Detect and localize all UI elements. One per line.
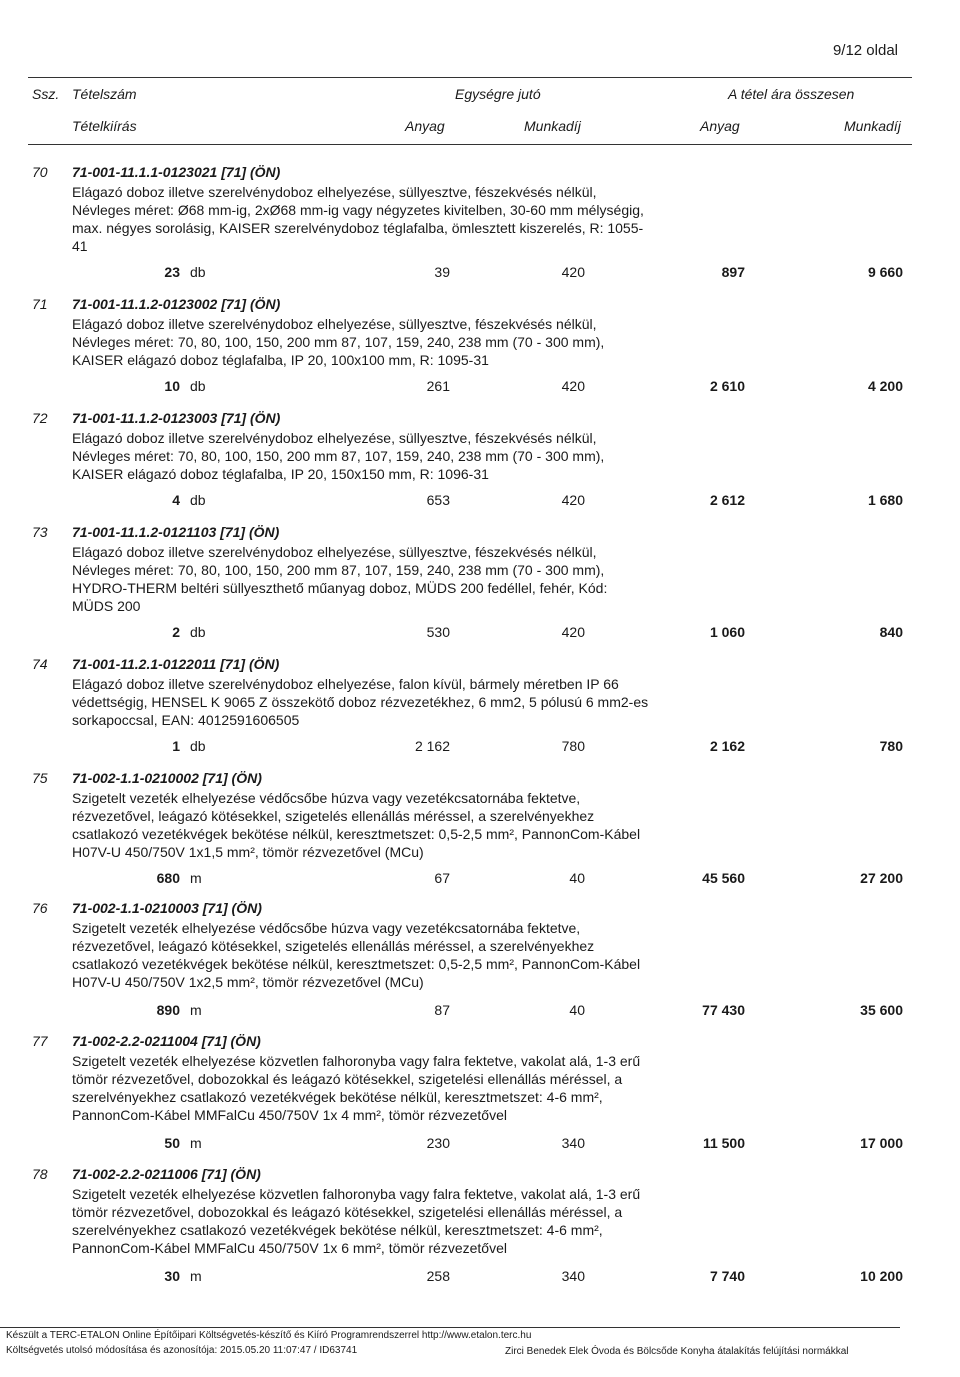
item-unit-labor: 40 [569,870,585,886]
item-description: Elágazó doboz illetve szerelvénydoboz elhelyezése, süllyesztve, fészekvésés nélkül, Névleges méret: 70, 80, 100, 150, 200 mm 87, 107, 159, 240, 238 mm (70 - 300 mm), KAISER elágazó doboz téglafalba, IP 20, 150x150 mm, R: 1096-31 [72,430,605,482]
item-quantity: 680 [156,870,180,886]
item-code: 71-001-11.1.1-0123021 [71] (ÖN) [72,164,281,180]
item-unit: db [190,492,206,508]
header-anyag-unit: Anyag [405,118,445,134]
item-total-material: 2 162 [709,738,745,754]
item-total-material: 11 500 [702,1135,745,1151]
item-unit: m [190,1002,202,1018]
header-munkadij-unit: Munkadíj [524,118,581,134]
item-total-labor: 840 [879,624,903,640]
item-number: 70 [32,164,48,180]
item-description: Szigetelt vezeték elhelyezése védőcsőbe húzva vagy vezetékcsatornába fektetve, rézvezetővel, leágazó kötésekkel, szigetelés ellenállás méréssel, a szerelvényekhez csatlakozó vezetékvégek bekötése nélkül, keresztmetszet: 0,5-2,5 mm², PannonCom-Kábel H07V-U 450/750V 1x1,5 mm², tömör rézvezetővel (MCu) [72,790,641,860]
header-bottom-rule [28,144,912,145]
item-description: Elágazó doboz illetve szerelvénydoboz elhelyezése, süllyesztve, fészekvésés nélkül, Névleges méret: 70, 80, 100, 150, 200 mm 87, 107, 159, 240, 238 mm (70 - 300 mm), KAISER elágazó doboz téglafalba, IP 20, 100x100 mm, R: 1095-31 [72,316,605,368]
item-total-material: 45 560 [702,870,745,886]
footer-rule [0,1327,900,1328]
item-number: 73 [32,524,48,540]
item-total-labor: 4 200 [867,378,903,394]
item-total-material: 1 060 [709,624,745,640]
item-total-labor: 1 680 [867,492,903,508]
item-unit-labor: 40 [569,1002,585,1018]
item-unit-material: 653 [426,492,450,508]
item-unit-material: 258 [426,1268,450,1284]
item-description: Szigetelt vezeték elhelyezése védőcsőbe húzva vagy vezetékcsatornába fektetve, rézvezetővel, leágazó kötésekkel, szigetelés ellenállás méréssel, a szerelvényekhez csatlakozó vezetékvégek bekötése nélkül, keresztmetszet: 0,5-2,5 mm², PannonCom-Kábel H07V-U 450/750V 1x2,5 mm², tömör rézvezetővel (MCu) [72,920,641,990]
item-total-labor: 17 000 [860,1135,903,1151]
item-number: 72 [32,410,48,426]
item-code: 71-001-11.1.2-0121103 [71] (ÖN) [72,524,280,540]
item-unit: db [190,738,206,754]
item-number: 71 [32,296,48,312]
header-tetelkiiras: Tételkiírás [72,118,137,134]
item-unit: db [190,264,206,280]
item-unit-material: 530 [426,624,450,640]
item-quantity: 10 [164,378,180,394]
header-tetel-ara: A tétel ára összesen [728,86,855,102]
item-total-labor: 10 200 [860,1268,903,1284]
footer-project: Zirci Benedek Elek Óvoda és Bölcsőde Konyha átalakítás felújítási normákkal [505,1346,849,1357]
item-unit-material: 261 [426,378,450,394]
item-unit: db [190,624,206,640]
item-total-labor: 780 [879,738,903,754]
item-unit-labor: 340 [561,1268,585,1284]
item-unit: m [190,870,202,886]
footer-generator: Készült a TERC-ETALON Online Építőipari Költségvetés-készítő és Kiíró Programrendszerrel http://www.etalon.terc.hu [6,1330,532,1341]
item-description: Elágazó doboz illetve szerelvénydoboz elhelyezése, süllyesztve, fészekvésés nélkül, Névleges méret: 70, 80, 100, 150, 200 mm 87, 107, 159, 240, 238 mm (70 - 300 mm), HYDRO-THERM beltéri süllyeszthető műanyag doboz, MÜDS 200 fedéllel, fehér, Kód: MÜDS 200 [72,544,608,614]
item-total-material: 897 [721,264,745,280]
item-description: Elágazó doboz illetve szerelvénydoboz elhelyezése, süllyesztve, fészekvésés nélkül, Névleges méret: Ø68 mm-ig, 2xØ68 mm-ig vagy négyzetes kivitelben, 30-60 mm mélységig, max. négyes sorolásig, KAISER szerelvénydoboz téglafalba, ömlesztett kiszerelés, R: 1055-41 [72,184,644,254]
item-description: Elágazó doboz illetve szerelvénydoboz elhelyezése, falon kívül, bármely méretben IP 66 védettségig, HENSEL K 9065 Z összekötő doboz rézvezetékhez, 6 mm2, 5 pólusú 6 mm2-es sorkapoccsal, EAN: 4012591606505 [72,676,649,728]
item-unit: m [190,1135,202,1151]
item-number: 78 [32,1166,48,1182]
item-quantity: 23 [164,264,180,280]
item-total-labor: 35 600 [860,1002,903,1018]
item-unit-labor: 780 [561,738,585,754]
item-unit-material: 67 [434,870,450,886]
item-total-material: 2 612 [709,492,745,508]
header-egysegre-juto: Egységre jutó [455,86,541,102]
item-quantity: 2 [172,624,180,640]
item-code: 71-001-11.2.1-0122011 [71] (ÖN) [72,656,280,672]
item-quantity: 30 [164,1268,180,1284]
item-unit: m [190,1268,202,1284]
header-munkadij-total: Munkadíj [844,118,901,134]
header-ssz: Ssz. [32,86,60,102]
header-rule [28,77,912,78]
item-unit-material: 2 162 [414,738,450,754]
item-unit-material: 230 [426,1135,450,1151]
item-total-material: 7 740 [709,1268,745,1284]
item-quantity: 50 [164,1135,180,1151]
item-quantity: 890 [156,1002,180,1018]
item-code: 71-002-2.2-0211004 [71] (ÖN) [72,1033,261,1049]
item-total-labor: 9 660 [867,264,903,280]
item-total-material: 2 610 [709,378,745,394]
item-unit-labor: 420 [561,492,585,508]
header-anyag-total: Anyag [700,118,740,134]
item-unit-material: 87 [434,1002,450,1018]
item-unit: db [190,378,206,394]
item-code: 71-001-11.1.2-0123002 [71] (ÖN) [72,296,281,312]
item-code: 71-002-1.1-0210002 [71] (ÖN) [72,770,262,786]
item-code: 71-002-1.1-0210003 [71] (ÖN) [72,900,262,916]
item-quantity: 4 [172,492,180,508]
header-tetelszam: Tételszám [72,86,137,102]
item-unit-labor: 420 [561,264,585,280]
item-unit-labor: 340 [561,1135,585,1151]
item-total-labor: 27 200 [860,870,903,886]
item-number: 74 [32,656,48,672]
item-code: 71-001-11.1.2-0123003 [71] (ÖN) [72,410,281,426]
footer-modified: Költségvetés utolsó módosítása és azonosítója: 2015.05.20 11:07:47 / ID63741 [6,1345,358,1356]
item-number: 76 [32,900,48,916]
item-number: 75 [32,770,48,786]
item-description: Szigetelt vezeték elhelyezése közvetlen falhoronyba vagy falra fektetve, vakolat alá, 1-3 erű tömör rézvezetővel, dobozokkal és leágazó kötésekkel, szigetelési ellenállás méréssel, a szerelvényekhez csatlakozó vezetékvégek bekötése nélkül, keresztmetszet: 4-6 mm², PannonCom-Kábel MMFalCu 450/750V 1x 6 mm², tömör rézvezetővel [72,1186,641,1256]
item-description: Szigetelt vezeték elhelyezése közvetlen falhoronyba vagy falra fektetve, vakolat alá, 1-3 erű tömör rézvezetővel, dobozokkal és leágazó kötésekkel, szigetelési ellenállás méréssel, a szerelvényekhez csatlakozó vezetékvégek bekötése nélkül, keresztmetszet: 4-6 mm², PannonCom-Kábel MMFalCu 450/750V 1x 4 mm², tömör rézvezetővel [72,1053,641,1123]
item-quantity: 1 [172,738,180,754]
item-unit-material: 39 [434,264,450,280]
item-unit-labor: 420 [561,378,585,394]
item-unit-labor: 420 [561,624,585,640]
item-total-material: 77 430 [702,1002,745,1018]
page-number: 9/12 oldal [832,42,898,59]
item-number: 77 [32,1033,48,1049]
item-code: 71-002-2.2-0211006 [71] (ÖN) [72,1166,261,1182]
